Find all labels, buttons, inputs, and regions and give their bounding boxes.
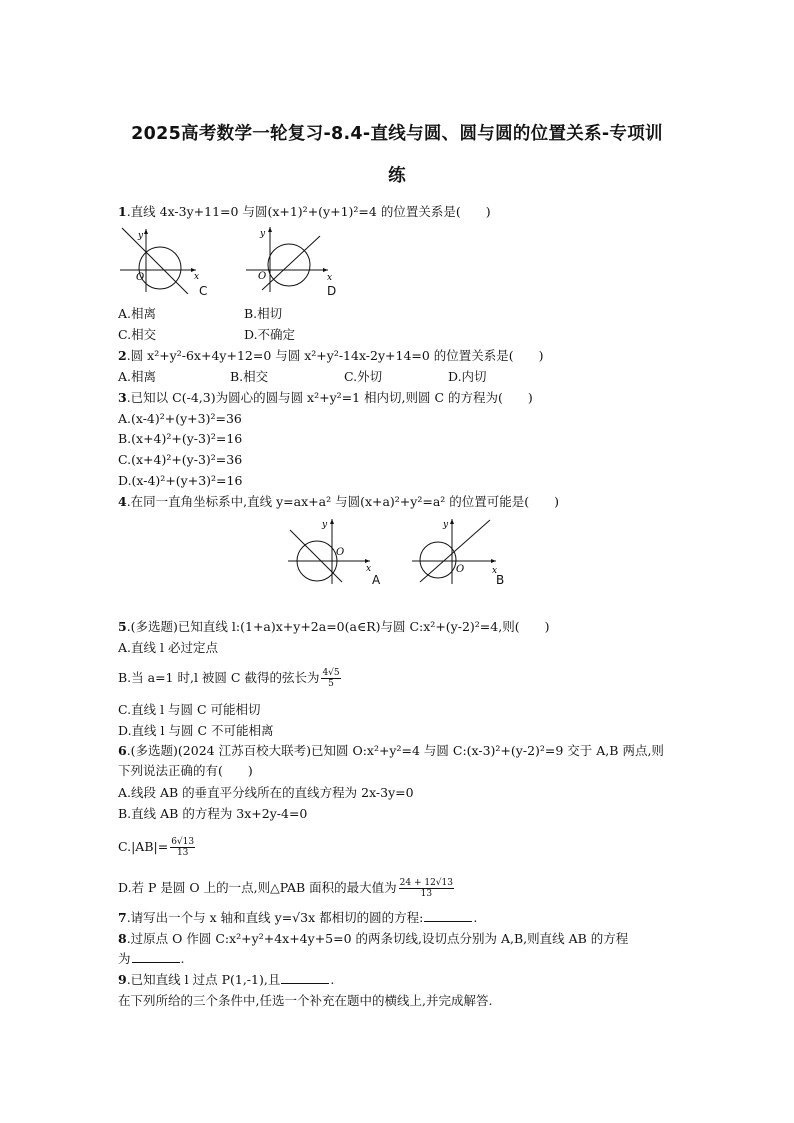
q4-figure-b-label: B xyxy=(496,573,505,587)
q9-text: .已知直线 l 过点 P(1,-1),且 xyxy=(126,972,281,987)
q2-option-c: C.外切 xyxy=(344,369,383,384)
q1-figure-d-label: D xyxy=(327,284,337,298)
q5-option-b-text: B.当 a=1 时,l 被圆 C 截得的弦长为 xyxy=(118,670,320,685)
q5-option-c: C.直线 l 与圆 C 可能相切 xyxy=(118,702,261,717)
q2-option-d: D.内切 xyxy=(448,369,487,384)
q1-figure-d xyxy=(240,224,340,294)
q4a-origin-label: O xyxy=(336,547,345,558)
q3-option-b: B.(x+4)²+(y-3)²=16 xyxy=(118,431,243,446)
q6-option-c xyxy=(118,837,197,858)
q4b-origin-label: O xyxy=(456,564,465,575)
q9-text-end: . xyxy=(330,972,335,987)
q4-figure-a-label: A xyxy=(372,573,381,587)
q7-number: 7 xyxy=(118,910,127,925)
q6-option-d-denominator: 13 xyxy=(420,889,433,899)
q1-option-d: D.不确定 xyxy=(244,327,296,342)
q2-option-b: B.相交 xyxy=(230,369,269,384)
q1-stem xyxy=(118,204,491,220)
q1d-origin-label: O xyxy=(258,271,267,282)
q1c-origin-label: O xyxy=(136,272,145,283)
q6-option-d-fraction xyxy=(399,878,454,899)
q5-option-a: A.直线 l 必过定点 xyxy=(118,640,218,655)
q4-stem xyxy=(118,494,559,510)
q1d-x-label: x xyxy=(327,273,333,283)
q4b-x-label: x xyxy=(492,566,498,576)
q5-number: 5 xyxy=(118,619,127,634)
q1-text: .直线 4x-3y+11=0 与圆(x+1)²+(y+1)²=4 的位置关系是( ) xyxy=(126,204,491,219)
page-title-continued: 练 xyxy=(388,166,406,186)
q1c-x-label: x xyxy=(194,272,200,282)
q5-text: .(多选题)已知直线 l:(1+a)x+y+2a=0(a∈R)与圆 C:x²+(y-2)²=4,则( ) xyxy=(126,619,550,634)
q1-figure-c-label: C xyxy=(199,284,208,298)
q5-stem xyxy=(118,619,549,635)
q5-option-b-fraction xyxy=(321,668,340,689)
q2-option-a: A.相离 xyxy=(118,369,157,384)
q1c-y-label: y xyxy=(138,231,144,241)
q6-option-a: A.线段 AB 的垂直平分线所在的直线方程为 2x-3y=0 xyxy=(118,785,414,800)
q6-option-c-fraction xyxy=(170,837,195,858)
q3-option-a: A.(x-4)²+(y+3)²=36 xyxy=(118,411,242,426)
q6-option-c-denominator: 13 xyxy=(176,848,189,858)
q7-answer-blank xyxy=(424,910,472,922)
page-title: 2025高考数学一轮复习-8.4-直线与圆、圆与圆的位置关系-专项训 xyxy=(131,124,663,144)
q6-number: 6 xyxy=(118,743,127,758)
q8-text: .过原点 O 作圆 C:x²+y²+4x+4y+5=0 的两条切线,设切点分别为 A,B,则直线 AB 的方程 xyxy=(126,931,629,946)
q4a-y-label: y xyxy=(322,520,328,530)
q6-stem-line2: 下列说法正确的有( ) xyxy=(118,763,253,778)
q8-number: 8 xyxy=(118,931,127,946)
q1-option-b: B.相切 xyxy=(244,306,283,321)
q3-text: .已知以 C(-4,3)为圆心的圆与圆 x²+y²=1 相内切,则圆 C 的方程为( ) xyxy=(126,390,533,405)
q9-number: 9 xyxy=(118,972,127,987)
q6-option-c-numerator: 6√13 xyxy=(171,837,195,847)
q3-stem xyxy=(118,390,533,406)
q2-stem xyxy=(118,348,544,364)
q1-figure-c xyxy=(116,226,206,294)
q3-option-d: D.(x-4)²+(y+3)²=16 xyxy=(118,473,243,488)
q4a-x-label: x xyxy=(366,564,372,574)
q6-option-c-text: C.|AB|= xyxy=(118,839,169,854)
q2-text: .圆 x²+y²-6x+4y+12=0 与圆 x²+y²-14x-2y+14=0 的位置关系是( ) xyxy=(126,348,544,363)
q1d-y-label: y xyxy=(260,229,266,239)
q7-text-end: . xyxy=(473,910,478,925)
q5-option-b-numerator: 4√5 xyxy=(322,668,340,678)
q6-option-d-text: D.若 P 是圆 O 上的一点,则△PAB 面积的最大值为 xyxy=(118,880,397,895)
q9-stem xyxy=(118,972,334,988)
q9-answer-blank xyxy=(281,972,329,984)
q6-option-b: B.直线 AB 的方程为 3x+2y-4=0 xyxy=(118,806,308,821)
q6-option-d xyxy=(118,878,456,899)
q6-stem xyxy=(118,743,664,759)
q6-option-d-numerator: 24 + 12√13 xyxy=(399,878,453,888)
q7-stem xyxy=(118,910,477,926)
q7-text: .请写出一个与 x 轴和直线 y=√3x 都相切的圆的方程: xyxy=(126,910,424,925)
q4-figure-b xyxy=(408,516,504,586)
q4-number: 4 xyxy=(118,494,127,509)
q8-answer-blank xyxy=(132,951,180,963)
q5-option-b-denominator: 5 xyxy=(328,679,334,689)
q4-figure-a xyxy=(284,516,380,586)
q8-stem-line2 xyxy=(118,951,185,967)
q6-text: .(多选题)(2024 江苏百校大联考)已知圆 O:x²+y²=4 与圆 C:(x-3)²+(y-2)²=9 交于 A,B 两点,则 xyxy=(126,743,664,758)
q9-instructions: 在下列所给的三个条件中,任选一个补充在题中的横线上,并完成解答. xyxy=(118,993,493,1008)
q3-option-c: C.(x+4)²+(y-3)²=36 xyxy=(118,452,243,467)
q8-stem xyxy=(118,931,628,947)
q2-number: 2 xyxy=(118,348,127,363)
q5-option-d: D.直线 l 与圆 C 不可能相离 xyxy=(118,723,274,738)
q1-option-c: C.相交 xyxy=(118,327,157,342)
q4-text: .在同一直角坐标系中,直线 y=ax+a² 与圆(x+a)²+y²=a² 的位置可能是( ) xyxy=(126,494,560,509)
q8-text-line2: 为 xyxy=(118,951,131,966)
q8-text-end: . xyxy=(180,951,185,966)
q5-option-b xyxy=(118,668,343,689)
q3-number: 3 xyxy=(118,390,127,405)
q4b-y-label: y xyxy=(443,520,449,530)
q1-option-a: A.相离 xyxy=(118,306,157,321)
q1-number: 1 xyxy=(118,204,127,219)
